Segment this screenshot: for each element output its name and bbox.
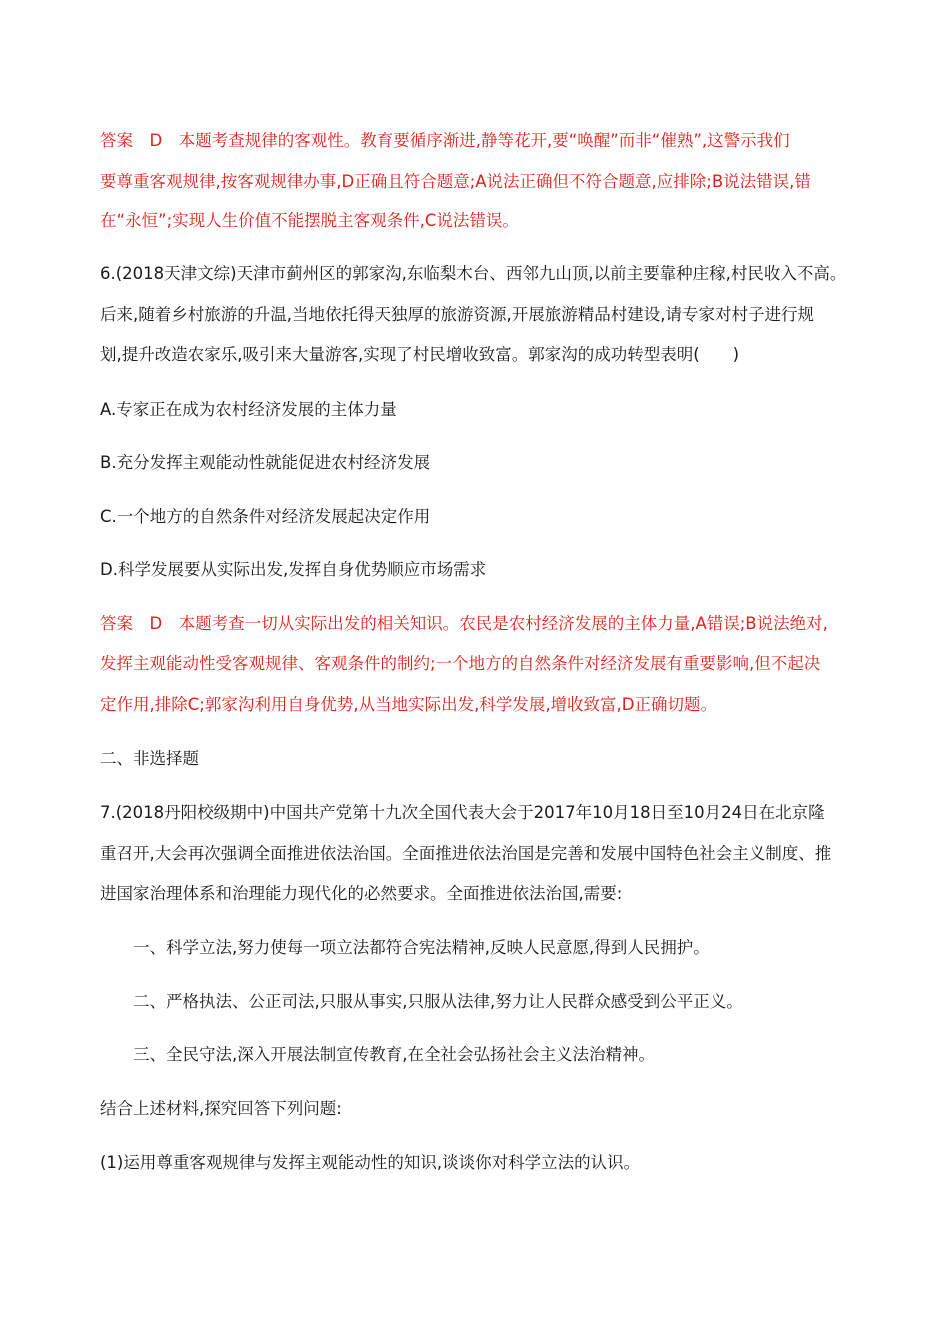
answer-5-line-3: 在“永恒”;实现人生价值不能摆脱主客观条件,C说法错误。 <box>100 211 519 230</box>
answer-5-line-1: 答案 D 本题考查规律的客观性。教育要循序渐进,静等花开,要“唤醒”而非“催熟”,这警示我们 <box>100 131 790 150</box>
point-1: 一、科学立法,努力使每一项立法都符合宪法精神,反映人民意愿,得到人民拥护。 <box>133 938 710 957</box>
question-7-prompt: 结合上述材料,探究回答下列问题: <box>100 1099 342 1118</box>
option-a: A.专家正在成为农村经济发展的主体力量 <box>100 400 397 419</box>
option-c: C.一个地方的自然条件对经济发展起决定作用 <box>100 507 431 526</box>
answer-6-line-3: 定作用,排除C;郭家沟利用自身优势,从当地实际出发,科学发展,增收致富,D正确切题。 <box>100 695 718 714</box>
answer-6-line-2: 发挥主观能动性受客观规律、客观条件的制约;一个地方的自然条件对经济发展有重要影响,但不起决 <box>100 654 821 673</box>
answer-5-line-2: 要尊重客观规律,按客观规律办事,D正确且符合题意;A说法正确但不符合题意,应排除;B说法错误,错 <box>100 172 811 191</box>
question-7-stem-line-1: 7.(2018丹阳校级期中)中国共产党第十九次全国代表大会于2017年10月18日至10月24日在北京隆 <box>100 803 825 822</box>
option-b: B.充分发挥主观能动性就能促进农村经济发展 <box>100 453 431 472</box>
option-d: D.科学发展要从实际出发,发挥自身优势顺应市场需求 <box>100 560 487 579</box>
section-heading: 二、非选择题 <box>100 749 199 768</box>
question-6-stem-line-1: 6.(2018天津文综)天津市蓟州区的郭家沟,东临梨木台、西邻九山顶,以前主要靠种庄稼,村民收入不高。 <box>100 264 847 283</box>
point-2: 二、严格执法、公正司法,只服从事实,只服从法律,努力让人民群众感受到公平正义。 <box>133 992 743 1011</box>
answer-6-line-1: 答案 D 本题考查一切从实际出发的相关知识。农民是农村经济发展的主体力量,A错误;B说法绝对, <box>100 614 828 633</box>
question-6-stem-line-2: 后来,随着乡村旅游的升温,当地依托得天独厚的旅游资源,开展旅游精品村建设,请专家对村子进行规 <box>100 305 814 324</box>
question-7-stem-line-3: 进国家治理体系和治理能力现代化的必然要求。全面推进依法治国,需要: <box>100 884 623 903</box>
question-6-stem-line-3: 划,提升改造农家乐,吸引来大量游客,实现了村民增收致富。郭家沟的成功转型表明( ) <box>100 345 740 364</box>
question-7-stem-line-2: 重召开,大会再次强调全面推进依法治国。全面推进依法治国是完善和发展中国特色社会主义制度、推 <box>100 844 832 863</box>
sub-question-1: (1)运用尊重客观规律与发挥主观能动性的知识,谈谈你对科学立法的认识。 <box>100 1153 641 1172</box>
point-3: 三、全民守法,深入开展法制宣传教育,在全社会弘扬社会主义法治精神。 <box>133 1045 655 1064</box>
